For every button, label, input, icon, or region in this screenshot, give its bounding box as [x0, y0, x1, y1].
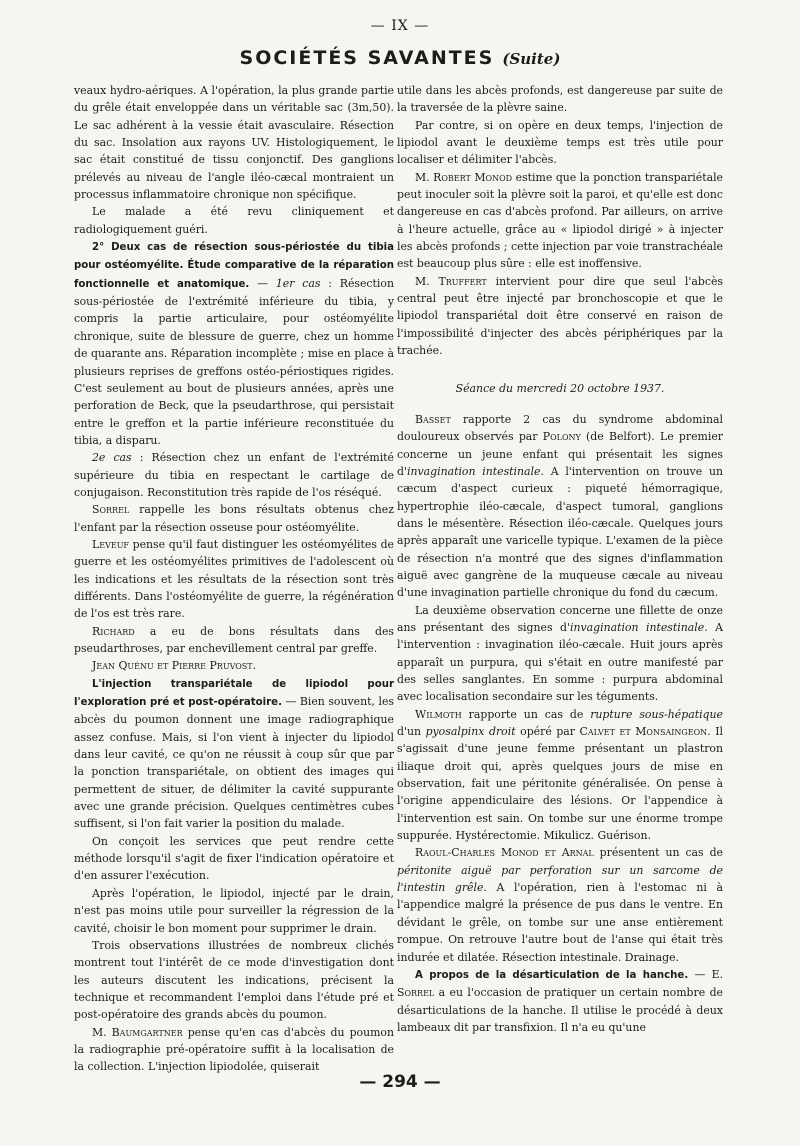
left-column — [74, 82, 394, 1076]
session-heading: Séance du mercredi 20 octobre 1937. — [455, 381, 665, 395]
paragraph: utile dans les abcès profonds, est dangereuse par suite de la traversée de la plèvre saine. — [397, 84, 723, 115]
page-number: — 294 — — [359, 1072, 441, 1092]
author-name: Sorrel — [397, 986, 435, 1000]
paragraph: M. Robert Monod estime que la ponction transpariétale peut inoculer soit la plèvre soit la paroi, et qu'elle est donc dangereuse en cas d'abcès profond. Par ailleurs, on arrive à l'heure actuelle, grâce au « lipiodol dirigé » à injecter les abcès profonds ; cette injection par voie transtrachéale est beaucoup plus sûre : elle est inoffensive. — [397, 170, 723, 271]
paragraph: Richard a eu de bons résultats dans des pseudarthroses, par enchevillement central par greffe. — [74, 624, 394, 655]
paragraph: Raoul-Charles Monod et Arnal présentent un cas de péritonite aiguë par perforation sur un sarcome de l'intestin grêle. A l'opération, rien à l'estomac ni à l'appendice malgré la présence de pus dans le ventre. En dévidant le grêle, on tombe sur une anse entièrement rompue. On retrouve l'autre bout de l'anse qui était très indurée et dilatée. Résection intestinale. Drainage. — [397, 846, 723, 964]
paragraph: Le malade a été revu cliniquement et radiologiquement guéri. — [74, 205, 394, 236]
section-heading: A propos de la désarticulation de la hanche. — [415, 969, 689, 981]
author-name: M. Baumgartner — [92, 1025, 183, 1039]
authors-signature: Jean Quénu et Pierre Pruvost. — [92, 659, 257, 673]
paragraph: A propos de la désarticulation de la hanche. — E. Sorrel a eu l'occasion de pratiquer un certain nombre de désarticulations de la hanche. Il utilise le procédé à deux lambeaux dit par transfixion. Il n'a eu qu'une — [397, 967, 723, 1034]
author-name: Richard — [92, 624, 135, 638]
author-name: M. Truffert — [415, 274, 487, 288]
paragraph: Après l'opération, le lipiodol, injecté par le drain, n'est pas moins utile pour surveiller la régression de la cavité, choisir le bon moment pour supprimer le drain. — [74, 886, 394, 935]
author-name: Calvet et Monsaingeon — [579, 725, 708, 739]
section-heading: L'injection transpariétale de lipiodol pour l'exploration pré et post-opératoire. — [74, 678, 394, 709]
section-heading: 2° Deux cas de résection sous-périostée du tibia pour ostéomyélite. Étude comparative de la réparation fonctionnelle et anatomique. — [74, 242, 394, 290]
paragraph: Sorrel rappelle les bons résultats obtenus chez l'enfant par la résection osseuse pour ostéomyélite. — [74, 503, 394, 534]
right-column — [397, 82, 723, 1036]
author-name: Wilmoth — [415, 707, 462, 721]
author-name: Sorrel — [92, 503, 130, 517]
author-name: Polony — [542, 430, 581, 444]
title-suite: (Suite) — [502, 50, 561, 68]
paragraph: veaux hydro-aériques. A l'opération, la plus grande partie du grêle était enveloppée dans un véritable sac (3m,50). Le sac adhérent à la vessie était avasculaire. Résection du sac. Insolation aux rayons UV. Histologiquement, le sac était constitué de tissu conjonctif. Des ganglions prélevés au niveau de l'angle iléo-cæcal montraient un processus inflammatoire chronique non spécifique. — [74, 84, 394, 202]
paragraph: La deuxième observation concerne une fillette de onze ans présentant des signes d'invagination intestinale. A l'intervention : invagination iléo-cæcale. Huit jours après apparaît un purpura, qui s'était en outre manifesté par des selles sanglantes. En somme : purpura abdominal avec localisation secondaire sur les téguments. — [397, 603, 724, 704]
paragraph: 2e cas : Résection chez un enfant de l'extrémité supérieure du tibia en respectant le cartilage de conjugaison. Reconstitution très rapide de l'os réséqué. — [74, 451, 394, 499]
paragraph: L'injection transpariétale de lipiodol pour l'exploration pré et post-opératoire. — Bien souvent, les abcès du poumon donnent une image radiographique assez confuse. Mais, si l'on vient à injecter du lipiodol dans leur cavité, ce qu'on ne réussit à coup sûr que par la ponction transpariétale, on obtient des images qui permettent de situer, de délimiter la cavité suppurante avec une grande précision. Quelques centimètres cubes suffisent, si l'on fait varier la position du malade. — [74, 678, 394, 831]
paragraph: Wilmoth rapporte un cas de rupture sous-hépatique d'un pyosalpinx droit opéré par Calvet et Monsaingeon. Il s'agissait d'une jeune femme présentant un plastron iliaque droit qui, après quelques jours de mise en observation, fait une péritonite généralisée. On pense à l'origine appendiculaire des lésions. Or l'appendice à l'intervention est sain. On tombe sur une énorme trompe suppurée. Hystérectomie. Mikulicz. Guérison. — [397, 707, 723, 843]
paragraph: Par contre, si on opère en deux temps, l'injection de lipiodol avant le deuxième temps est très utile pour localiser et délimiter l'abcès. — [397, 118, 723, 167]
paragraph: 2° Deux cas de résection sous-périostée du tibia pour ostéomyélite. Étude comparative de la réparation fonctionnelle et anatomique. — 1er cas : Résection sous-périostée de l'extrémité inférieure du tibia, y compris la partie articulaire, pour ostéomyélite chronique, suite de blessure de guerre, chez un homme de quarante ans. Réparation incomplète ; mise en place à plusieurs reprises de greffons ostéo-périostiques rigides. C'est seulement au bout de plusieurs années, après une perforation de Beck, que la pseudarthrose, qui persistait entre le greffon et la partie inférieure reconstituée du tibia, a disparu. — [74, 242, 394, 447]
paragraph: On conçoit les services que peut rendre cette méthode lorsqu'il s'agit de fixer l'indication opératoire et d'en assurer l'exécution. — [74, 834, 394, 883]
paragraph: M. Baumgartner pense qu'en cas d'abcès du poumon la radiographie pré-opératoire suffit à la localisation de la collection. L'injection lipiodolée, quiserait — [74, 1025, 395, 1074]
author-name: Basset — [415, 412, 451, 426]
paragraph: Basset rapporte 2 cas du syndrome abdominal douloureux observés par Polony (de Belfort). Le premier concerne un jeune enfant qui présentait les signes d'invagination intestinale. A l'intervention on trouve un cæcum d'aspect curieux : piqueté hémorragique, hypertrophie iléo-cæcale, d'aspect tumoral, ganglions dans le mésentère. Résection iléo-cæcale. Quelques jours après apparaît une varicelle typique. L'examen de la pièce de résection n'a montré que des signes d'inflammation aiguë avec gangrène de la muqueuse cæcale au niveau d'une invagination partielle chronique du fond du cæcum. — [397, 412, 723, 600]
paragraph: Leveuf pense qu'il faut distinguer les ostéomyélites de guerre et les ostéomyélites primitives de l'adolescent où les indications et les résultats de la résection sont très différents. Dans l'ostéomyélite de guerre, la régénération de l'os est très rare. — [74, 537, 394, 621]
title-main: SOCIÉTÉS SAVANTES — [239, 47, 495, 69]
author-name: Raoul-Charles Monod et Arnal — [415, 846, 594, 860]
roman-page-marker: — IX — — [370, 18, 430, 34]
author-name: Leveuf — [92, 537, 129, 551]
paragraph: M. Truffert intervient pour dire que seul l'abcès central peut être injecté par bronchoscopie et que le lipiodol transpariétal doit être conservé en raison de l'impossibilité d'injecter des abcès périphériques par la trachée. — [397, 274, 723, 358]
author-name: M. Robert Monod — [415, 170, 513, 184]
paragraph: Trois observations illustrées de nombreux clichés montrent tout l'intérêt de ce mode d'investigation dont les auteurs discutent les indications, précisent la technique et recommandent l'emploi dans l'étude pré et post-opératoire des grands abcès du poumon. — [74, 938, 394, 1022]
section-title — [0, 47, 800, 69]
